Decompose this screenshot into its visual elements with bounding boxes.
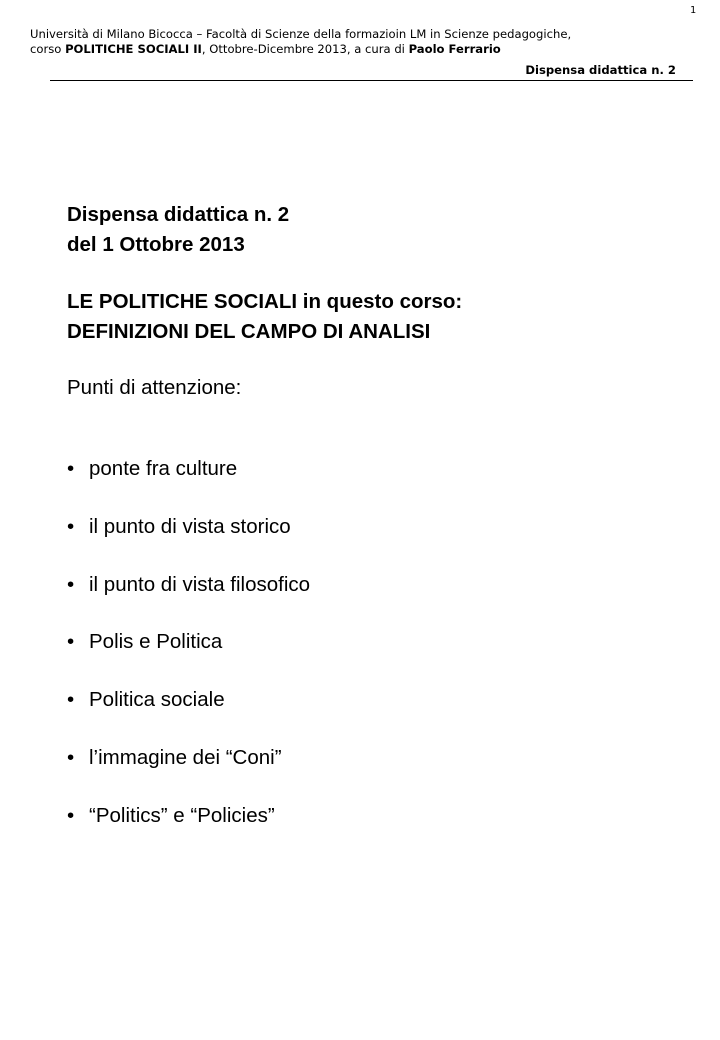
header-divider — [50, 80, 693, 81]
bullet-icon: • — [67, 573, 75, 596]
list-item — [67, 515, 291, 539]
doc-subtitle-2: DEFINIZIONI DEL CAMPO DI ANALISI — [67, 320, 431, 343]
doc-subtitle-1: LE POLITICHE SOCIALI in questo corso: — [67, 290, 463, 313]
bullet-icon: • — [67, 804, 75, 827]
header-course-prefix: corso — [30, 42, 66, 56]
header-course-name: POLITICHE SOCIALI II — [65, 42, 202, 56]
header-author: Paolo Ferrario — [408, 42, 501, 56]
header-line-1: Università di Milano Bicocca – Facoltà di Scienze della formazioin LM in Scienze pedagogiche, — [30, 27, 572, 41]
doc-intro: Punti di attenzione: — [67, 376, 242, 399]
bullet-icon: • — [67, 630, 75, 653]
list-item — [67, 746, 282, 770]
header-course-middle: , Ottobre-Dicembre 2013, a cura di — [201, 42, 409, 56]
doc-title: Dispensa didattica n. 2 — [67, 203, 290, 226]
list-item-text: il punto di vista storico — [89, 515, 291, 538]
running-header — [30, 27, 690, 57]
list-item — [67, 688, 225, 712]
list-item — [67, 573, 310, 597]
page-number: 1 — [689, 5, 696, 16]
header-line-2 — [30, 42, 690, 57]
bullet-icon: • — [67, 515, 75, 538]
bullet-icon: • — [67, 457, 75, 480]
header-doc-label: Dispensa didattica n. 2 — [525, 63, 676, 77]
list-item — [67, 630, 222, 654]
bullet-icon: • — [67, 688, 75, 711]
list-item-text: Polis e Politica — [89, 630, 223, 653]
list-item-text: “Politics” e “Policies” — [89, 804, 275, 827]
list-item-text: Politica sociale — [89, 688, 225, 711]
list-item-text: ponte fra culture — [89, 457, 238, 480]
bullet-icon: • — [67, 746, 75, 769]
list-item-text: l’immagine dei “Coni” — [89, 746, 282, 769]
doc-date: del 1 Ottobre 2013 — [67, 233, 245, 256]
list-item — [67, 804, 275, 828]
list-item — [67, 457, 237, 481]
list-item-text: il punto di vista filosofico — [89, 573, 311, 596]
